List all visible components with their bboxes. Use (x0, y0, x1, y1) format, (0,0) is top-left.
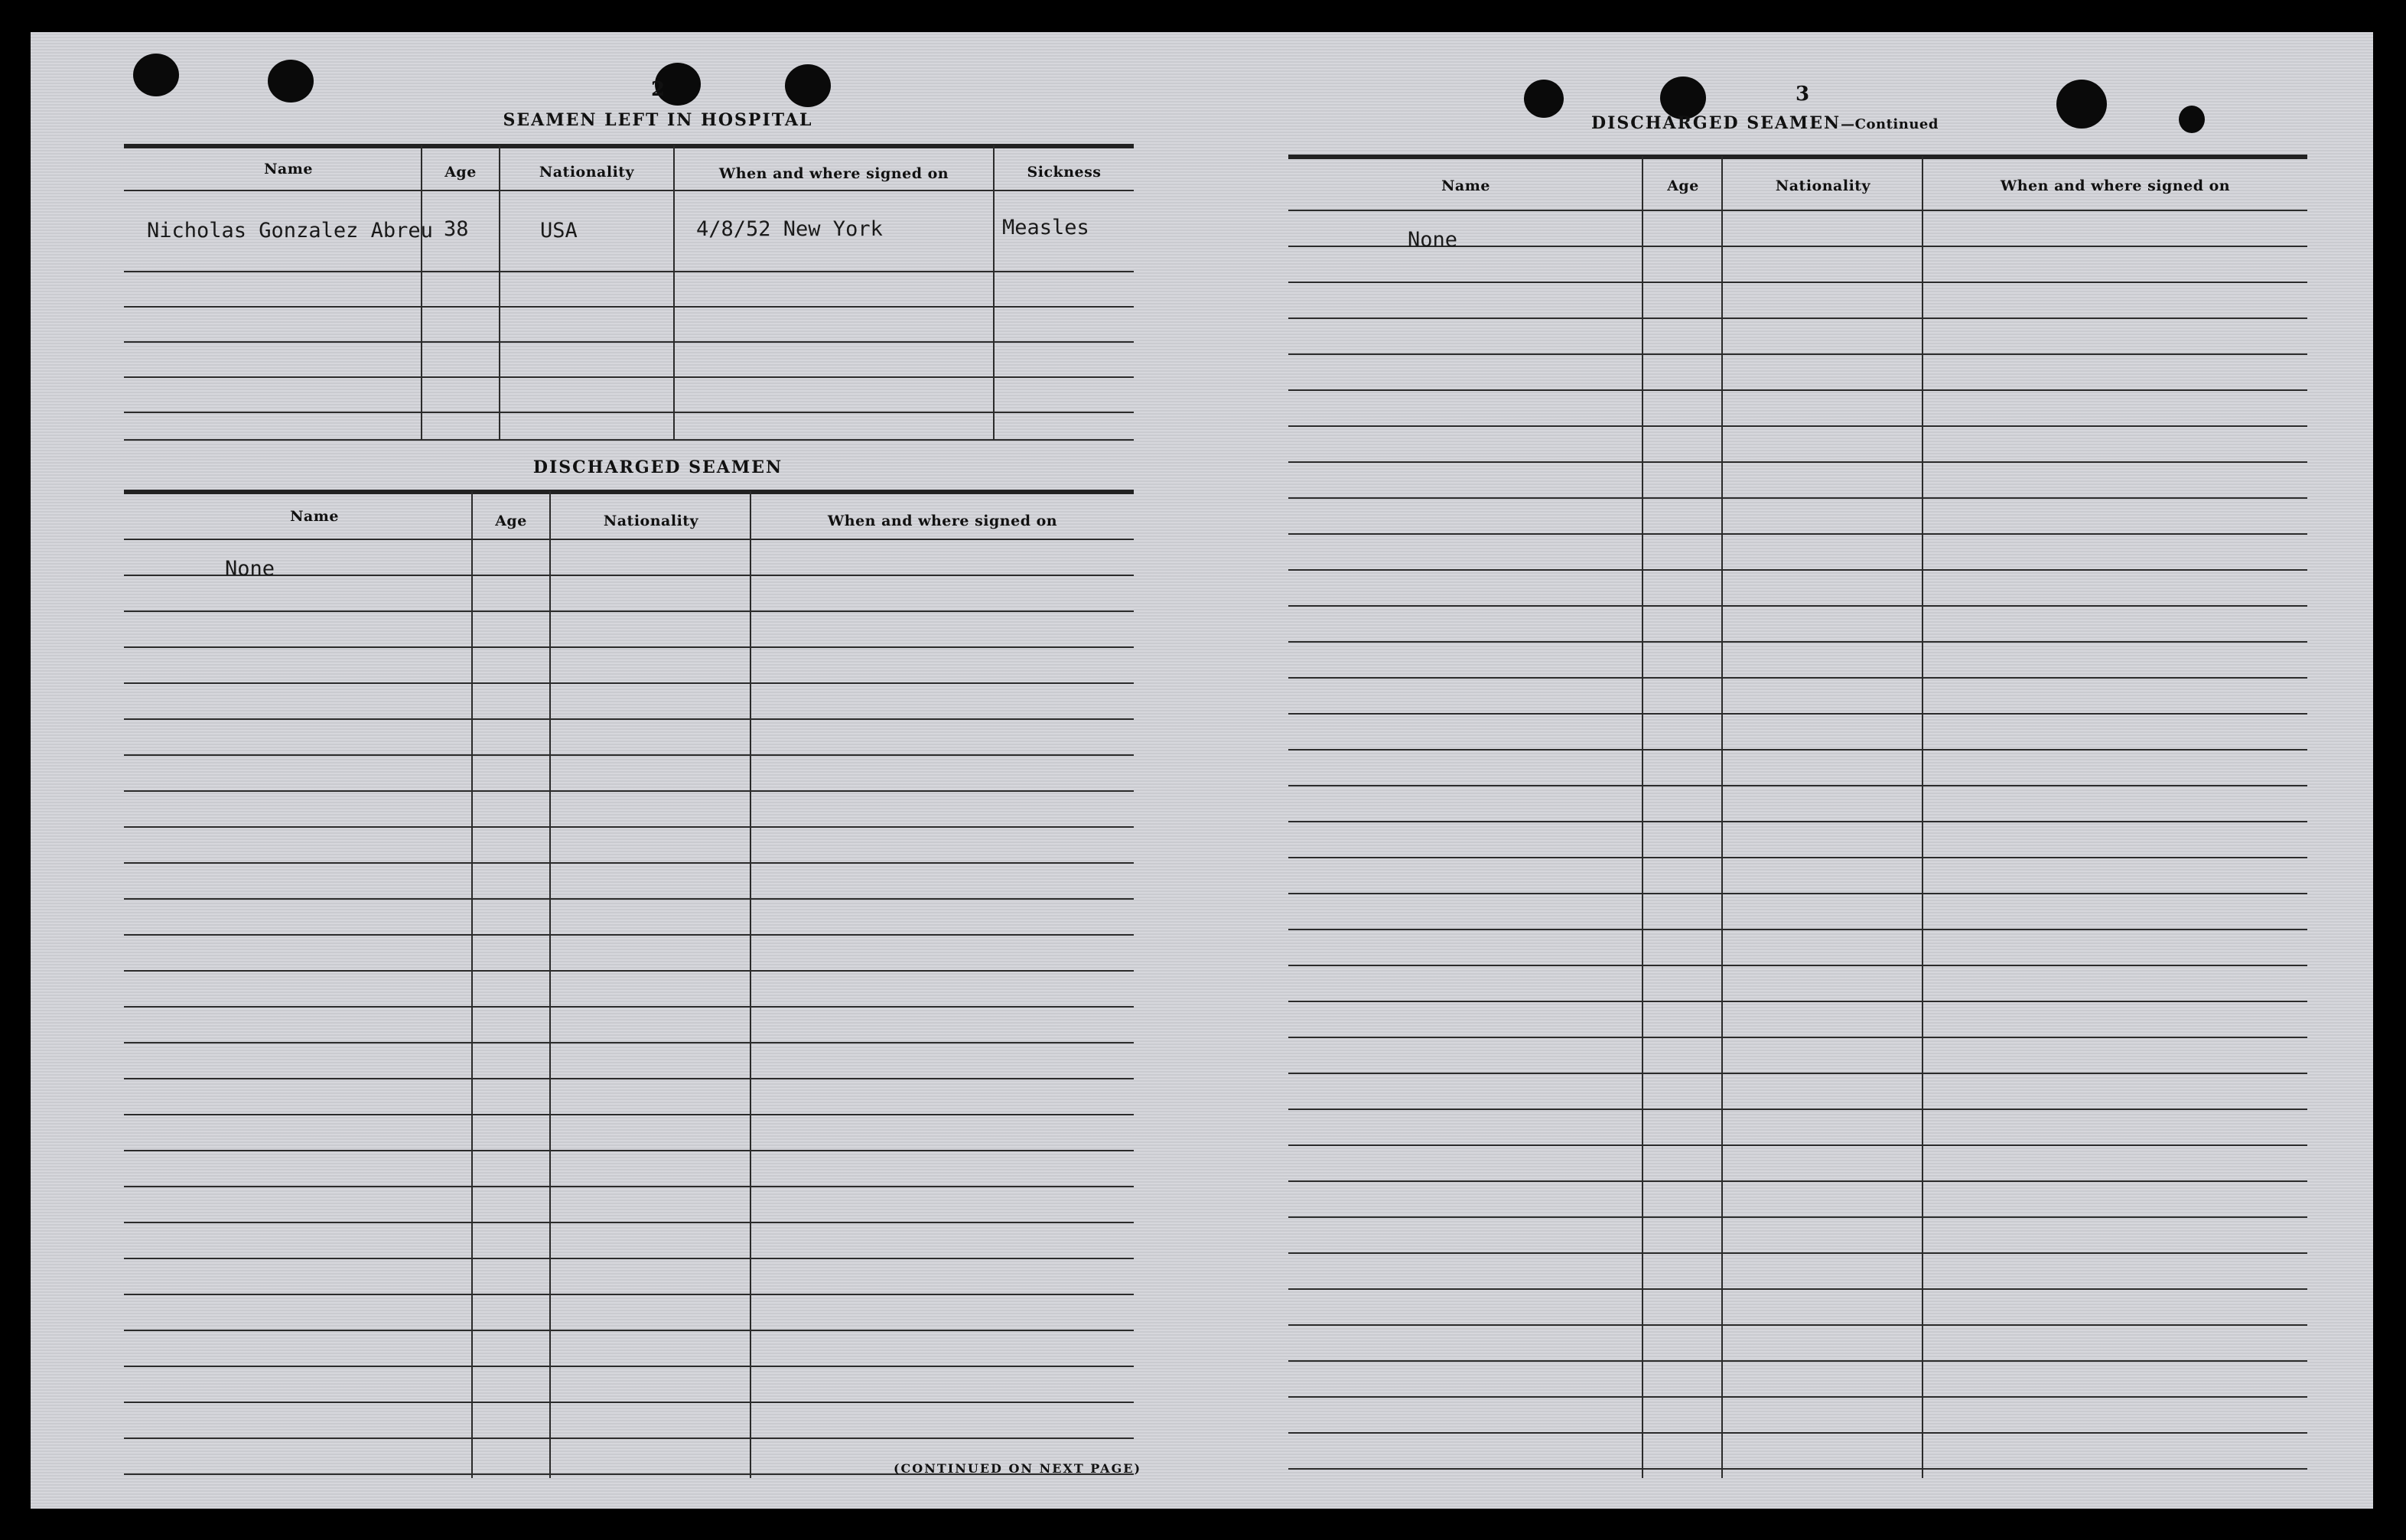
row-rule (1288, 1396, 2307, 1398)
row-rule (124, 1186, 1134, 1187)
row-rule (124, 898, 1134, 900)
discharged-col-age: Age (495, 513, 527, 529)
hospital-row-nationality: USA (540, 219, 578, 243)
row-rule (124, 970, 1134, 972)
row-rule (1288, 821, 2307, 822)
row-rule (124, 1042, 1134, 1043)
column-rule (471, 491, 473, 1478)
row-rule (1288, 1468, 2307, 1470)
row-rule (124, 1006, 1134, 1008)
rule (124, 306, 1134, 308)
row-rule (1288, 425, 2307, 427)
row-rule (1288, 893, 2307, 894)
hospital-col-name: Name (264, 161, 313, 177)
row-rule (124, 1366, 1134, 1367)
row-rule (124, 1437, 1134, 1439)
manifest-sheet (31, 32, 2373, 1509)
row-rule (1288, 1180, 2307, 1182)
row-rule (124, 1114, 1134, 1115)
row-rule (1288, 533, 2307, 535)
row-rule (1288, 713, 2307, 715)
column-rule (750, 491, 751, 1478)
row-rule (1288, 929, 2307, 930)
row-rule (124, 934, 1134, 936)
rule (124, 376, 1134, 378)
row-rule (1288, 1252, 2307, 1254)
hospital-col-age: Age (444, 164, 477, 181)
rule (124, 412, 1134, 413)
right-col-name: Name (1441, 177, 1490, 194)
right-col-signed-on: When and where signed on (2000, 177, 2231, 194)
row-rule (1288, 1037, 2307, 1038)
row-rule (124, 754, 1134, 756)
rule (124, 490, 1134, 494)
page-number-right: 3 (1795, 83, 1810, 106)
row-rule (1288, 1360, 2307, 1362)
discharged-col-nationality: Nationality (603, 513, 699, 529)
row-rule (1288, 1288, 2307, 1290)
row-rule (1288, 497, 2307, 499)
discharged-section-title: DISCHARGED SEAMEN (532, 457, 783, 477)
punch-hole (268, 60, 314, 103)
row-rule (1288, 1324, 2307, 1326)
right-title-text: DISCHARGED SEAMEN (1591, 113, 1841, 133)
right-title-suffix: —Continued (1841, 116, 1939, 132)
row-rule (1288, 317, 2307, 319)
punch-hole (2179, 106, 2205, 133)
row-rule (1288, 353, 2307, 355)
rule (124, 190, 1134, 191)
rule (124, 271, 1134, 272)
row-rule (1288, 857, 2307, 858)
row-rule (124, 1294, 1134, 1295)
discharged-entry-none: None (225, 557, 275, 581)
row-rule (124, 682, 1134, 684)
row-rule (1288, 1432, 2307, 1434)
page-number-left: 2 (650, 78, 666, 101)
right-col-age: Age (1667, 177, 1699, 194)
rule (124, 439, 1134, 441)
row-rule (1288, 389, 2307, 391)
row-rule (124, 610, 1134, 612)
row-rule (1288, 1109, 2307, 1110)
row-rule (124, 539, 1134, 540)
column-rule (1642, 156, 1643, 1478)
hospital-row-age: 38 (444, 217, 469, 241)
row-rule (1288, 210, 2307, 211)
row-rule (1288, 785, 2307, 786)
punch-hole (2056, 80, 2107, 129)
row-rule (124, 575, 1134, 576)
column-rule (549, 491, 551, 1478)
rule (124, 144, 1134, 148)
row-rule (1288, 641, 2307, 643)
row-rule (1288, 605, 2307, 607)
hospital-col-sickness: Sickness (1027, 164, 1102, 181)
punch-hole (1524, 80, 1564, 118)
row-rule (1288, 1073, 2307, 1074)
row-rule (124, 718, 1134, 720)
row-rule (1288, 461, 2307, 463)
row-rule (1288, 569, 2307, 571)
row-rule (1288, 1144, 2307, 1146)
row-rule (124, 1330, 1134, 1331)
column-rule (1721, 156, 1723, 1478)
row-rule (1288, 965, 2307, 966)
hospital-row-signed-on: 4/8/52 New York (696, 217, 883, 241)
hospital-col-signed-on: When and where signed on (718, 165, 949, 182)
row-rule (1288, 677, 2307, 679)
discharged-col-name: Name (290, 508, 339, 525)
hospital-section-title: SEAMEN LEFT IN HOSPITAL (503, 110, 813, 130)
row-rule (124, 1078, 1134, 1079)
row-rule (1288, 1216, 2307, 1218)
hospital-row-sickness: Measles (1002, 216, 1089, 239)
punch-hole (785, 64, 831, 107)
punch-hole (133, 54, 179, 96)
column-rule (1922, 156, 1923, 1478)
row-rule (1288, 282, 2307, 283)
row-rule (124, 646, 1134, 648)
row-rule (124, 1150, 1134, 1151)
row-rule (124, 826, 1134, 828)
row-rule (124, 790, 1134, 792)
right-entry-none: None (1408, 228, 1458, 252)
row-rule (1288, 1001, 2307, 1002)
rule (124, 341, 1134, 343)
hospital-col-nationality: Nationality (539, 164, 635, 181)
right-section-title (1591, 113, 1939, 133)
discharged-col-signed-on: When and where signed on (827, 513, 1058, 529)
right-col-nationality: Nationality (1775, 177, 1871, 194)
hospital-row-name: Nicholas Gonzalez Abreu (147, 219, 433, 243)
row-rule (1288, 749, 2307, 750)
row-rule (124, 1402, 1134, 1403)
row-rule (124, 1222, 1134, 1223)
row-rule (124, 1258, 1134, 1259)
row-rule (124, 862, 1134, 864)
continued-footer: (CONTINUED ON NEXT PAGE) (893, 1461, 1142, 1476)
rule (1288, 155, 2307, 159)
